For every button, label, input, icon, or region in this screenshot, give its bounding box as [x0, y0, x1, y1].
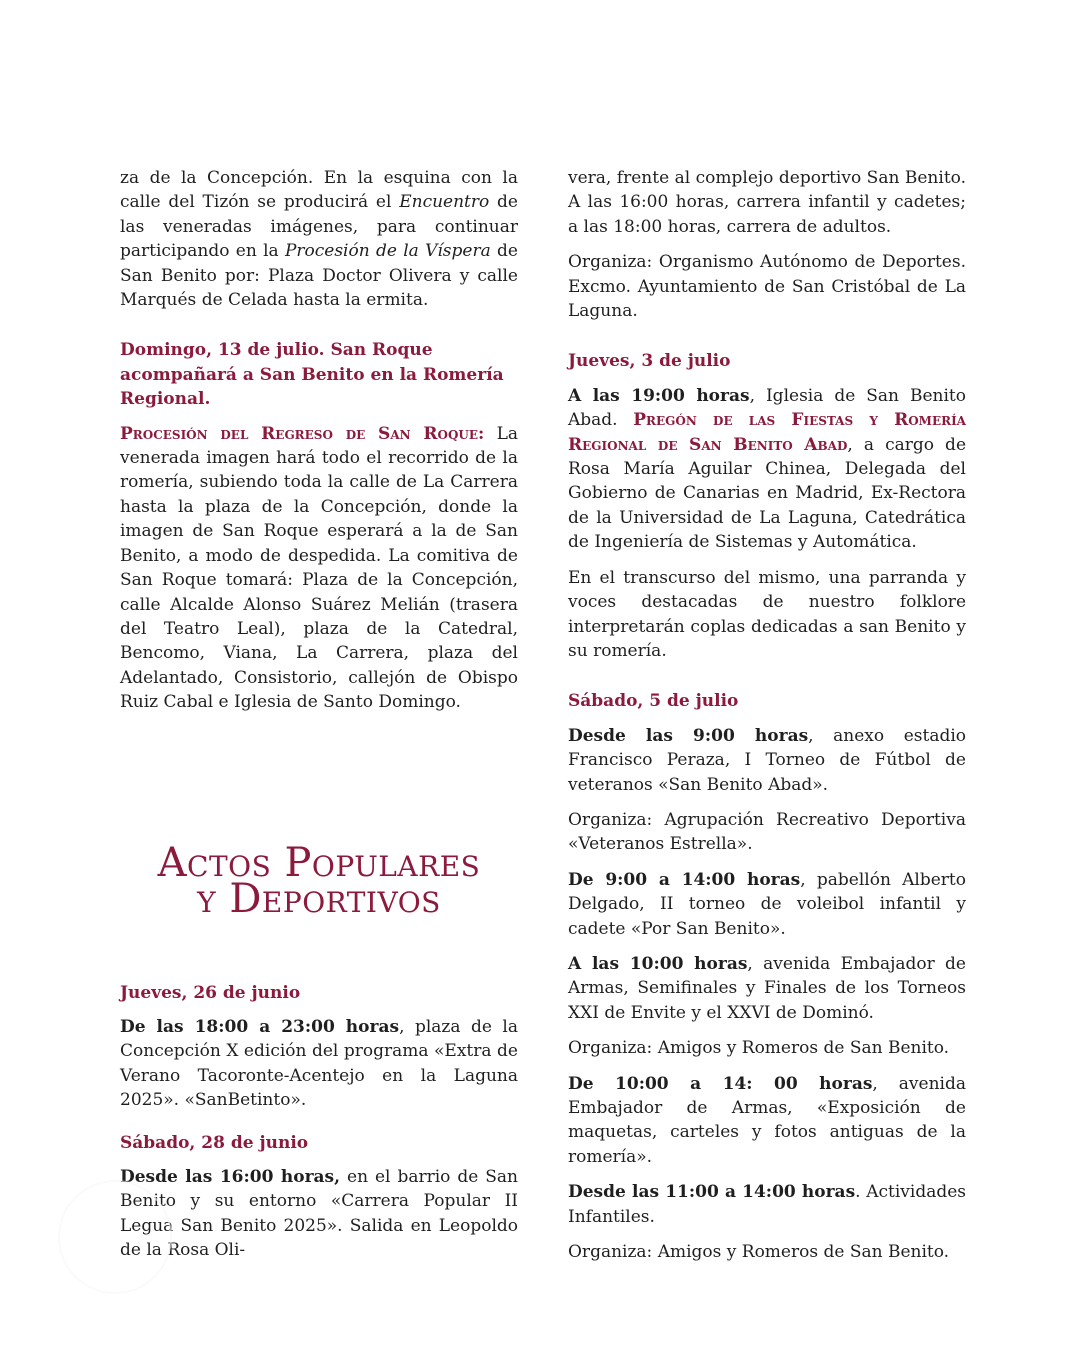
- heading-sabado-28-junio: Sábado, 28 de junio: [120, 1132, 309, 1153]
- text-bold: A las 10:00 horas: [568, 953, 748, 974]
- section-title-line2: y Deportivos: [197, 875, 441, 922]
- text-bold: De las 18:00 a 23:00 horas: [120, 1016, 400, 1037]
- text-smallcaps: Pregón de las Fiestas y Romería Regional de San Benito Abad: [568, 410, 966, 455]
- paragraph-extra-verano: [120, 1015, 518, 1113]
- text-bold: De 9:00 a 14:00 horas: [568, 869, 801, 890]
- paragraph-carrera-continuacion: vera, frente al complejo deportivo San Benito. A las 16:00 horas, carrera infantil y cadetes; a las 18:00 horas, carrera de adultos.: [568, 168, 966, 237]
- text: La venerada imagen hará todo el recorrido de la romería, subiendo toda la calle de La Carrera hasta la plaza de la Concepción, donde la imagen de San Roque esperará a la de San Benito, a modo de despedida. La comitiva de San Roque tomará: Plaza de la Concepción, calle Alcalde Alonso Suárez Melián (trasera del Teatro Leal), plaza de la Catedral, Bencomo, Viana, La Carrera, plaza del Adelantado, Consistorio, callejón de Obispo Ruiz Cabal e Iglesia de Santo Domingo.: [120, 423, 519, 713]
- text-smallcaps: Procesión del Regreso de San Roque:: [120, 423, 485, 444]
- text: , Iglesia de San Benito Abad.: [568, 385, 966, 431]
- right-column: [568, 166, 966, 1275]
- paragraph-torneo-futbol: [568, 724, 966, 797]
- paragraph-organiza-veteranos: Organiza: Agrupación Recreativo Deportiva «Veteranos Estrella».: [568, 809, 966, 855]
- text: , anexo estadio Francisco Peraza, I Torneo de Fútbol de veteranos «San Benito Abad».: [568, 725, 967, 795]
- paragraph-actividades-infantiles: [568, 1180, 966, 1229]
- text: , pabellón Alberto Delgado, II torneo de voleibol infantil y cadete «Por San Benito».: [568, 869, 966, 939]
- paragraph-pregon: [568, 384, 966, 555]
- text-bold: De 10:00 a 14: 00 horas: [568, 1073, 873, 1094]
- paragraph-exposicion: [568, 1072, 966, 1170]
- paragraph-organiza-amigos-1: Organiza: Amigos y Romeros de San Benito.: [568, 1038, 950, 1059]
- paragraph-parranda: En el transcurso del mismo, una parranda y voces destacadas de nuestro folklore interpretarán coplas dedicadas a san Benito y su romería.: [568, 567, 966, 661]
- section-title: [120, 839, 518, 922]
- paragraph-procesion-regreso: [120, 422, 518, 715]
- text: . Actividades Infantiles.: [568, 1182, 967, 1227]
- left-column: [120, 166, 518, 1274]
- text: de las veneradas imágenes, para continuar participando en la: [120, 192, 518, 262]
- text: , a cargo de Rosa María Aguilar Chinea, Delegada del Gobierno de Canarias en Madrid, Ex-Rectora de la Universidad de La Laguna, Catedrática de Ingeniería de Sistemas y Automática.: [568, 434, 967, 553]
- text: , plaza de la Concepción X edición del programa «Extra de Verano Tacoronte-Acentejo en la Laguna 2025». «SanBetinto».: [120, 1016, 518, 1111]
- paragraph-envite-domino: [568, 952, 966, 1025]
- paragraph-carrera-popular: [120, 1165, 518, 1263]
- text: de San Benito por: Plaza Doctor Olivera y calle Marqués de Celada hasta la ermita.: [120, 241, 518, 311]
- heading-jueves-3-julio: Jueves, 3 de julio: [568, 351, 731, 372]
- paragraph-organiza-deportes: Organiza: Organismo Autónomo de Deportes. Excmo. Ayuntamiento de San Cristóbal de La Laguna.: [568, 252, 966, 322]
- heading-domingo-13-julio: Domingo, 13 de julio. San Roque acompañará a San Benito en la Romería Regional.: [120, 340, 504, 410]
- text-bold: Desde las 9:00 horas: [568, 725, 809, 746]
- paragraph-voleibol: [568, 868, 966, 941]
- faint-watermark-seal: [58, 1180, 172, 1294]
- text-bold: A las 19:00 horas: [568, 385, 750, 406]
- text-bold: Desde las 11:00 a 14:00 horas: [568, 1182, 856, 1203]
- heading-sabado-5-julio: Sábado, 5 de julio: [568, 691, 739, 712]
- section-title-line1: Actos Populares: [157, 839, 481, 886]
- paragraph-encuentro: [120, 166, 518, 312]
- text: , avenida Embajador de Armas, Semifinales y Finales de los Torneos XXI de Envite y el XXVI de Dominó.: [568, 953, 966, 1023]
- heading-jueves-26-junio: Jueves, 26 de junio: [120, 982, 301, 1003]
- text: za de la Concepción. En la esquina con la calle del Tizón se producirá el: [120, 168, 518, 213]
- text-italic: Encuentro: [399, 192, 490, 213]
- text: , avenida Embajador de Armas, «Exposición de maquetas, carteles y fotos antiguas de la romería».: [568, 1073, 966, 1167]
- text-italic: Procesión de la Víspera: [284, 241, 491, 262]
- paragraph-organiza-amigos-2: Organiza: Amigos y Romeros de San Benito.: [568, 1242, 950, 1263]
- text-bold: Desde las 16:00 horas,: [120, 1166, 341, 1187]
- text: en el barrio de San Benito y su entorno «Carrera Popular II Legua San Benito 2025». Salida en Leopoldo de la Rosa Oli-: [120, 1166, 518, 1261]
